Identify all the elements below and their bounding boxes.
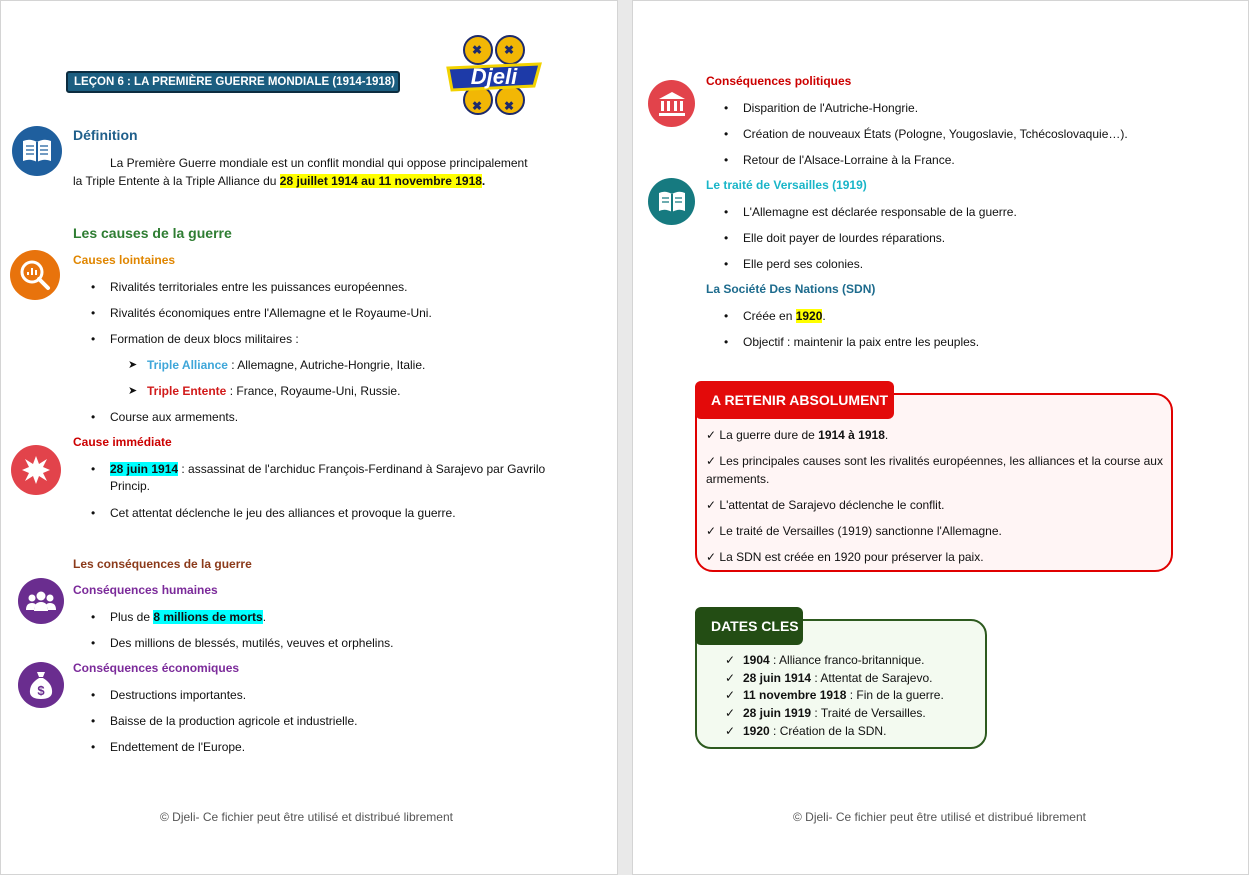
date-item: ✓ 11 novembre 1918 : Fin de la guerre. (743, 687, 944, 704)
definition-heading: Définition (73, 127, 138, 143)
list-item: • Course aux armements. (110, 409, 238, 425)
consequences-economiques-heading: Conséquences économiques (73, 661, 240, 675)
list-item: • Plus de 8 millions de morts. (110, 609, 266, 625)
bank-icon (648, 80, 695, 127)
causes-lointaines-heading: Causes lointaines (73, 253, 176, 267)
consequences-heading: Les conséquences de la guerre (73, 557, 252, 571)
retenir-item: ✓ Le traité de Versailles (1919) sanctionne l'Allemagne. (706, 524, 1002, 538)
money-bag-icon (18, 662, 64, 708)
retenir-item: ✓ La guerre dure de 1914 à 1918. (706, 428, 889, 442)
footer-page2: © Djeli- Ce fichier peut être utilisé et distribué librement (793, 810, 1086, 824)
date-item: ✓ 28 juin 1919 : Traité de Versailles. (743, 705, 926, 722)
consequences-humaines-heading: Conséquences humaines (73, 583, 218, 597)
list-item: • Créée en 1920. (743, 308, 826, 324)
chart-search-icon (10, 250, 60, 300)
triple-entente-item: ➤ Triple Entente : France, Royaume-Uni, Russie. (147, 383, 400, 399)
svg-text:✖: ✖ (472, 99, 483, 113)
date-item: ✓ 1904 : Alliance franco-britannique. (743, 652, 924, 669)
list-item: • Destructions importantes. (110, 687, 246, 703)
dates-title: DATES CLES (695, 607, 803, 645)
versailles-heading: Le traité de Versailles (1919) (706, 178, 867, 192)
list-item: • L'Allemagne est déclarée responsable de la guerre. (743, 204, 1017, 220)
svg-text:✖: ✖ (504, 99, 515, 113)
retenir-item: ✓ L'attentat de Sarajevo déclenche le conflit. (706, 498, 945, 512)
list-item: • 28 juin 1914 : assassinat de l'archiduc François-Ferdinand à Sarajevo par Gavrilo (110, 461, 545, 477)
date-item: ✓ 1920 : Création de la SDN. (743, 723, 886, 740)
definition-line2: la Triple Entente à la Triple Alliance du 28 juillet 1914 au 11 novembre 1918. (73, 174, 486, 188)
lesson-title: LEÇON 6 : LA PREMIÈRE GUERRE MONDIALE (1914-1918) (66, 71, 400, 93)
svg-text:$: $ (37, 683, 45, 698)
list-item: • Création de nouveaux États (Pologne, Yougoslavie, Tchécoslovaquie…). (743, 126, 1128, 142)
footer-page1: © Djeli- Ce fichier peut être utilisé et distribué librement (160, 810, 453, 824)
retenir-item: ✓ Les principales causes sont les rivalités européennes, les alliances et la course aux armements. (706, 454, 1163, 486)
book-icon (12, 126, 62, 176)
date-item: ✓ 28 juin 1914 : Attentat de Sarajevo. (743, 670, 932, 687)
cause-immediate-heading: Cause immédiate (73, 435, 172, 449)
definition-dates: 28 juillet 1914 au 11 novembre 1918 (279, 174, 482, 188)
open-book-icon (648, 178, 695, 225)
consequences-politiques-heading: Conséquences politiques (706, 74, 852, 88)
list-item: • Elle doit payer de lourdes réparations. (743, 230, 945, 246)
list-item: • Formation de deux blocs militaires : (110, 331, 299, 347)
svg-text:✖: ✖ (472, 43, 483, 57)
logo-text: Djeli (470, 64, 518, 89)
djeli-logo (444, 34, 544, 118)
people-icon (18, 578, 64, 624)
retenir-title: A RETENIR ABSOLUMENT (695, 381, 894, 419)
sdn-heading: La Société Des Nations (SDN) (706, 282, 876, 296)
list-item: • Cet attentat déclenche le jeu des alliances et provoque la guerre. (110, 505, 456, 521)
list-item: • Rivalités économiques entre l'Allemagne et le Royaume-Uni. (110, 305, 432, 321)
svg-text:✖: ✖ (504, 43, 515, 57)
list-item: • Disparition de l'Autriche-Hongrie. (743, 100, 918, 116)
list-item: • Baisse de la production agricole et industrielle. (110, 713, 357, 729)
retenir-item: ✓ La SDN est créée en 1920 pour préserver la paix. (706, 550, 984, 564)
list-item: • Retour de l'Alsace-Lorraine à la France. (743, 152, 955, 168)
definition-line1: La Première Guerre mondiale est un conflit mondial qui oppose principalement (110, 156, 528, 170)
explosion-icon (11, 445, 61, 495)
list-item: • Des millions de blessés, mutilés, veuves et orphelins. (110, 635, 393, 651)
list-item: • Rivalités territoriales entre les puissances européennes. (110, 279, 408, 295)
list-item: • Elle perd ses colonies. (743, 256, 863, 272)
triple-alliance-item: ➤ Triple Alliance : Allemagne, Autriche-Hongrie, Italie. (147, 357, 425, 373)
causes-heading: Les causes de la guerre (73, 225, 232, 241)
list-item: • Endettement de l'Europe. (110, 739, 245, 755)
list-item: • Objectif : maintenir la paix entre les peuples. (743, 334, 979, 350)
list-item-continued: Princip. (110, 479, 151, 493)
